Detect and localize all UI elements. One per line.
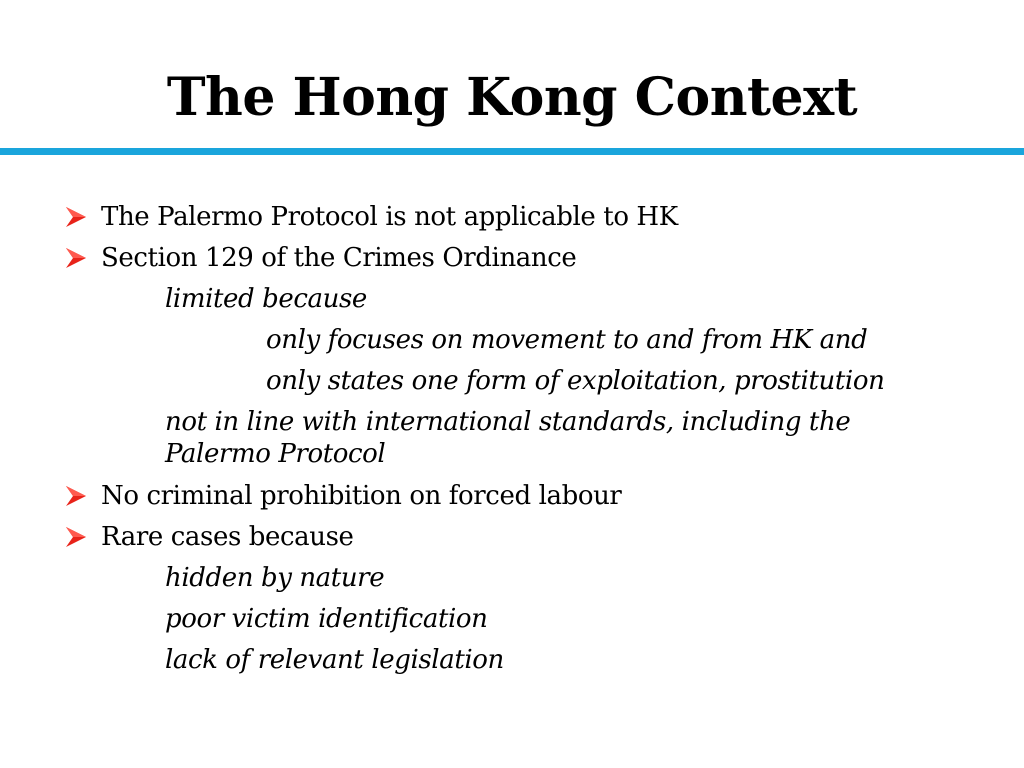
sub-item-limited-because: limited because bbox=[165, 284, 367, 314]
red-arrow-bullet-icon bbox=[64, 525, 88, 549]
red-arrow-bullet-icon bbox=[64, 205, 88, 229]
slide-title: The Hong Kong Context bbox=[166, 67, 858, 128]
sub-item-lack-legislation: lack of relevant legislation bbox=[165, 645, 504, 675]
bullet-section-129: Section 129 of the Crimes Ordinance bbox=[101, 243, 577, 273]
sub-item-movement-focus: only focuses on movement to and from HK and bbox=[266, 325, 868, 355]
bullet-forced-labour: No criminal prohibition on forced labour bbox=[101, 481, 622, 511]
bullet-palermo-not-applicable: The Palermo Protocol is not applicable to HK bbox=[101, 202, 678, 232]
sub-item-one-form-exploitation: only states one form of exploitation, prostitution bbox=[266, 366, 885, 396]
sub-item-poor-identification: poor victim identification bbox=[165, 604, 488, 634]
bullet-rare-cases: Rare cases because bbox=[101, 522, 354, 552]
sub-item-hidden-by-nature: hidden by nature bbox=[165, 563, 385, 593]
sub-item-not-in-line-standards: not in line with international standards, including the Palermo Protocol bbox=[165, 407, 851, 469]
red-arrow-bullet-icon bbox=[64, 484, 88, 508]
red-arrow-bullet-icon bbox=[64, 246, 88, 270]
